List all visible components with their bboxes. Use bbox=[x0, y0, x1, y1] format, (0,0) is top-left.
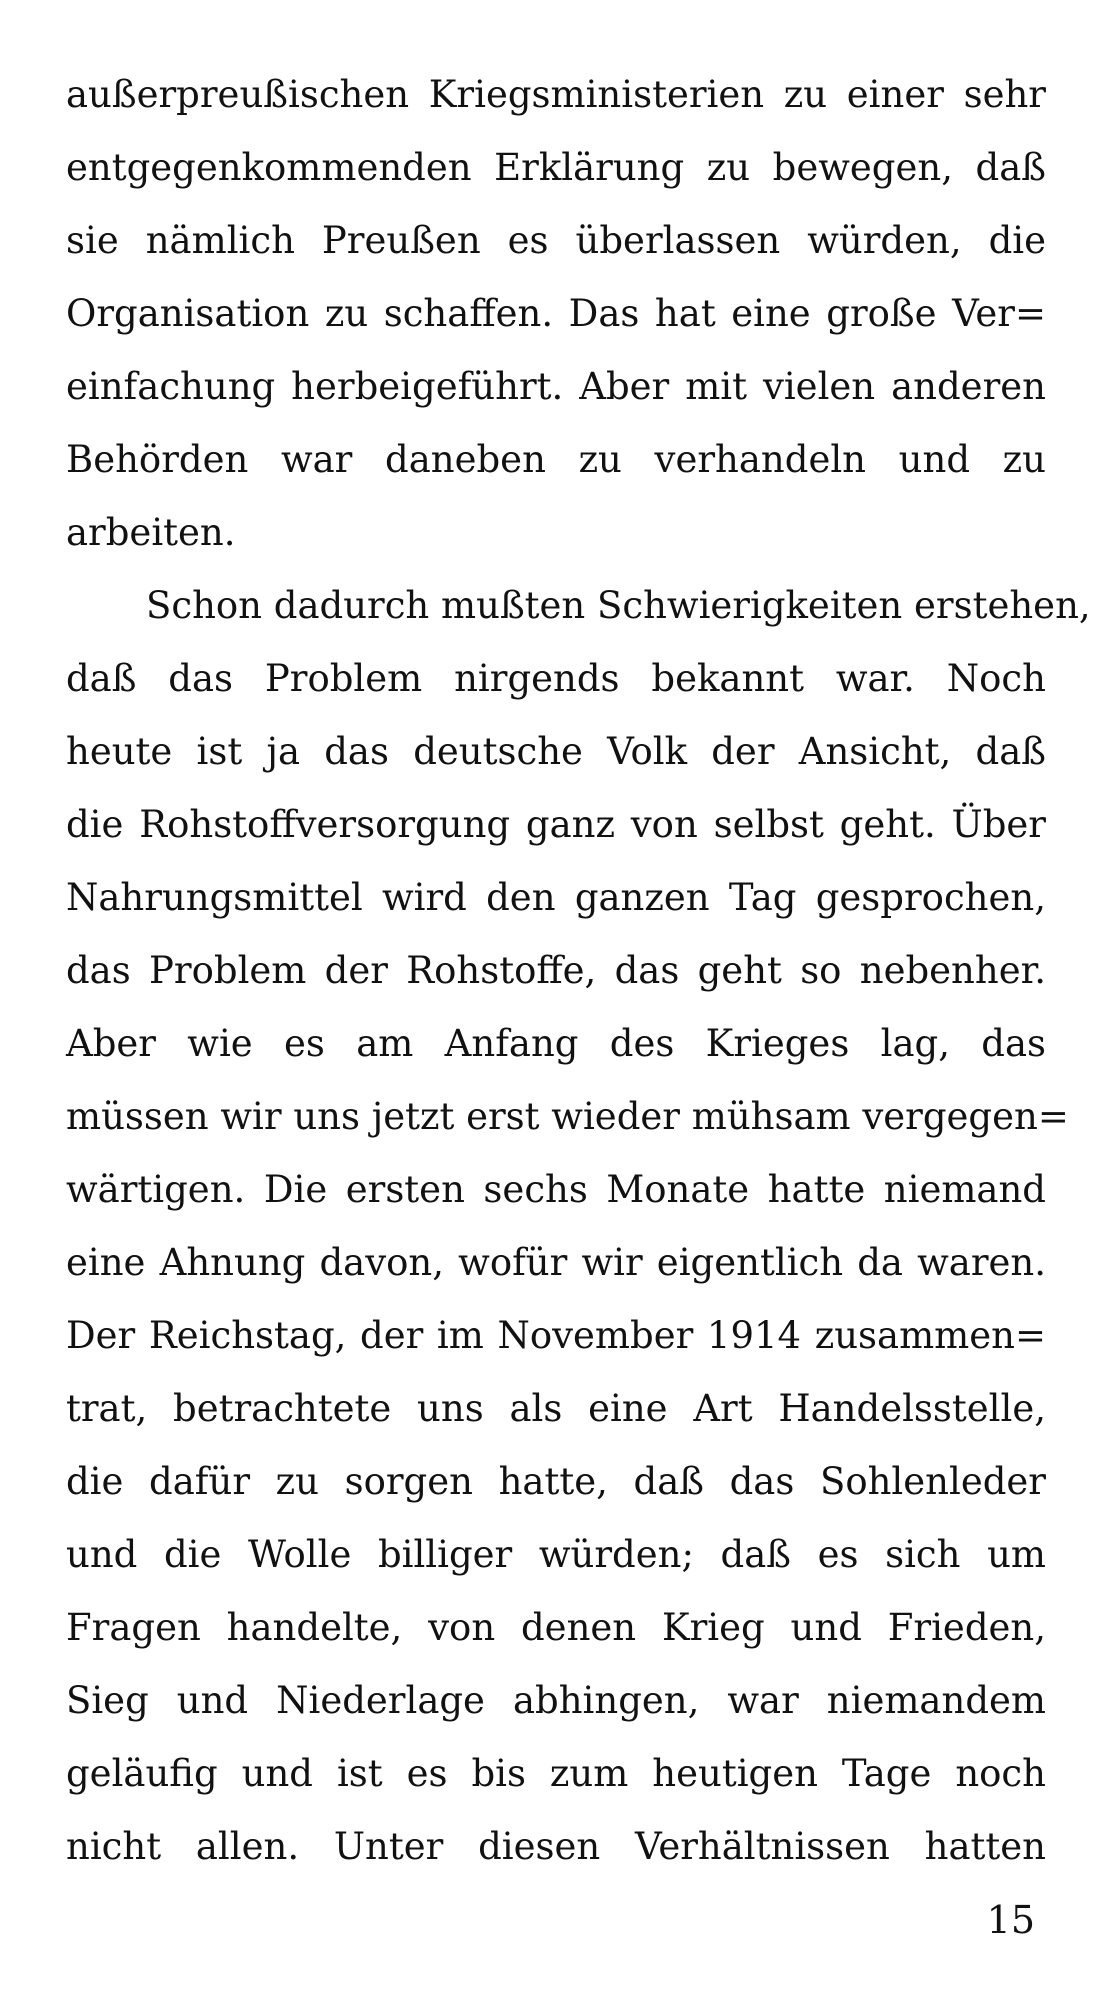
text-line: müssen wir uns jetzt erst wieder mühsam vergegen= bbox=[66, 1095, 1069, 1138]
text-line: Organisation zu schaffen. Das hat eine große Ver= bbox=[66, 292, 1046, 335]
text-line: Schon dadurch mußten Schwierigkeiten erstehen, bbox=[146, 584, 1091, 627]
text-line: die Rohstoffversorgung ganz von selbst geht. Über bbox=[66, 803, 1046, 846]
text-line: sie nämlich Preußen es überlassen würden, die bbox=[66, 219, 1046, 262]
text-line: Behörden war daneben zu verhandeln und zu bbox=[66, 438, 1046, 481]
text-line: eine Ahnung davon, wofür wir eigentlich da waren. bbox=[66, 1241, 1046, 1284]
text-line: trat, betrachtete uns als eine Art Handelsstelle, bbox=[66, 1387, 1046, 1430]
text-line: die dafür zu sorgen hatte, daß das Sohlenleder bbox=[66, 1460, 1046, 1503]
text-line: entgegenkommenden Erklärung zu bewegen, daß bbox=[66, 146, 1046, 189]
text-line: Nahrungsmittel wird den ganzen Tag gesprochen, bbox=[66, 876, 1046, 919]
text-line: das Problem der Rohstoffe, das geht so nebenher. bbox=[66, 949, 1046, 992]
page-number: 15 bbox=[986, 1898, 1035, 1942]
text-line: Aber wie es am Anfang des Krieges lag, das bbox=[66, 1022, 1046, 1065]
text-line: geläufig und ist es bis zum heutigen Tage noch bbox=[66, 1752, 1046, 1795]
body-text bbox=[66, 58, 1091, 1883]
text-line: und die Wolle billiger würden; daß es sich um bbox=[66, 1533, 1046, 1576]
text-line: außerpreußischen Kriegsministerien zu einer sehr bbox=[66, 73, 1046, 116]
text-line: Fragen handelte, von denen Krieg und Frieden, bbox=[66, 1606, 1046, 1649]
text-line: nicht allen. Unter diesen Verhältnissen hatten bbox=[66, 1825, 1046, 1868]
text-line: arbeiten. bbox=[66, 511, 236, 554]
text-line: Der Reichstag, der im November 1914 zusammen= bbox=[66, 1314, 1046, 1357]
text-line: daß das Problem nirgends bekannt war. Noch bbox=[66, 657, 1046, 700]
text-line: Sieg und Niederlage abhingen, war niemandem bbox=[66, 1679, 1046, 1722]
text-line: einfachung herbeigeführt. Aber mit vielen anderen bbox=[66, 365, 1046, 408]
text-line: wärtigen. Die ersten sechs Monate hatte niemand bbox=[66, 1168, 1046, 1211]
text-line: heute ist ja das deutsche Volk der Ansicht, daß bbox=[66, 730, 1046, 773]
